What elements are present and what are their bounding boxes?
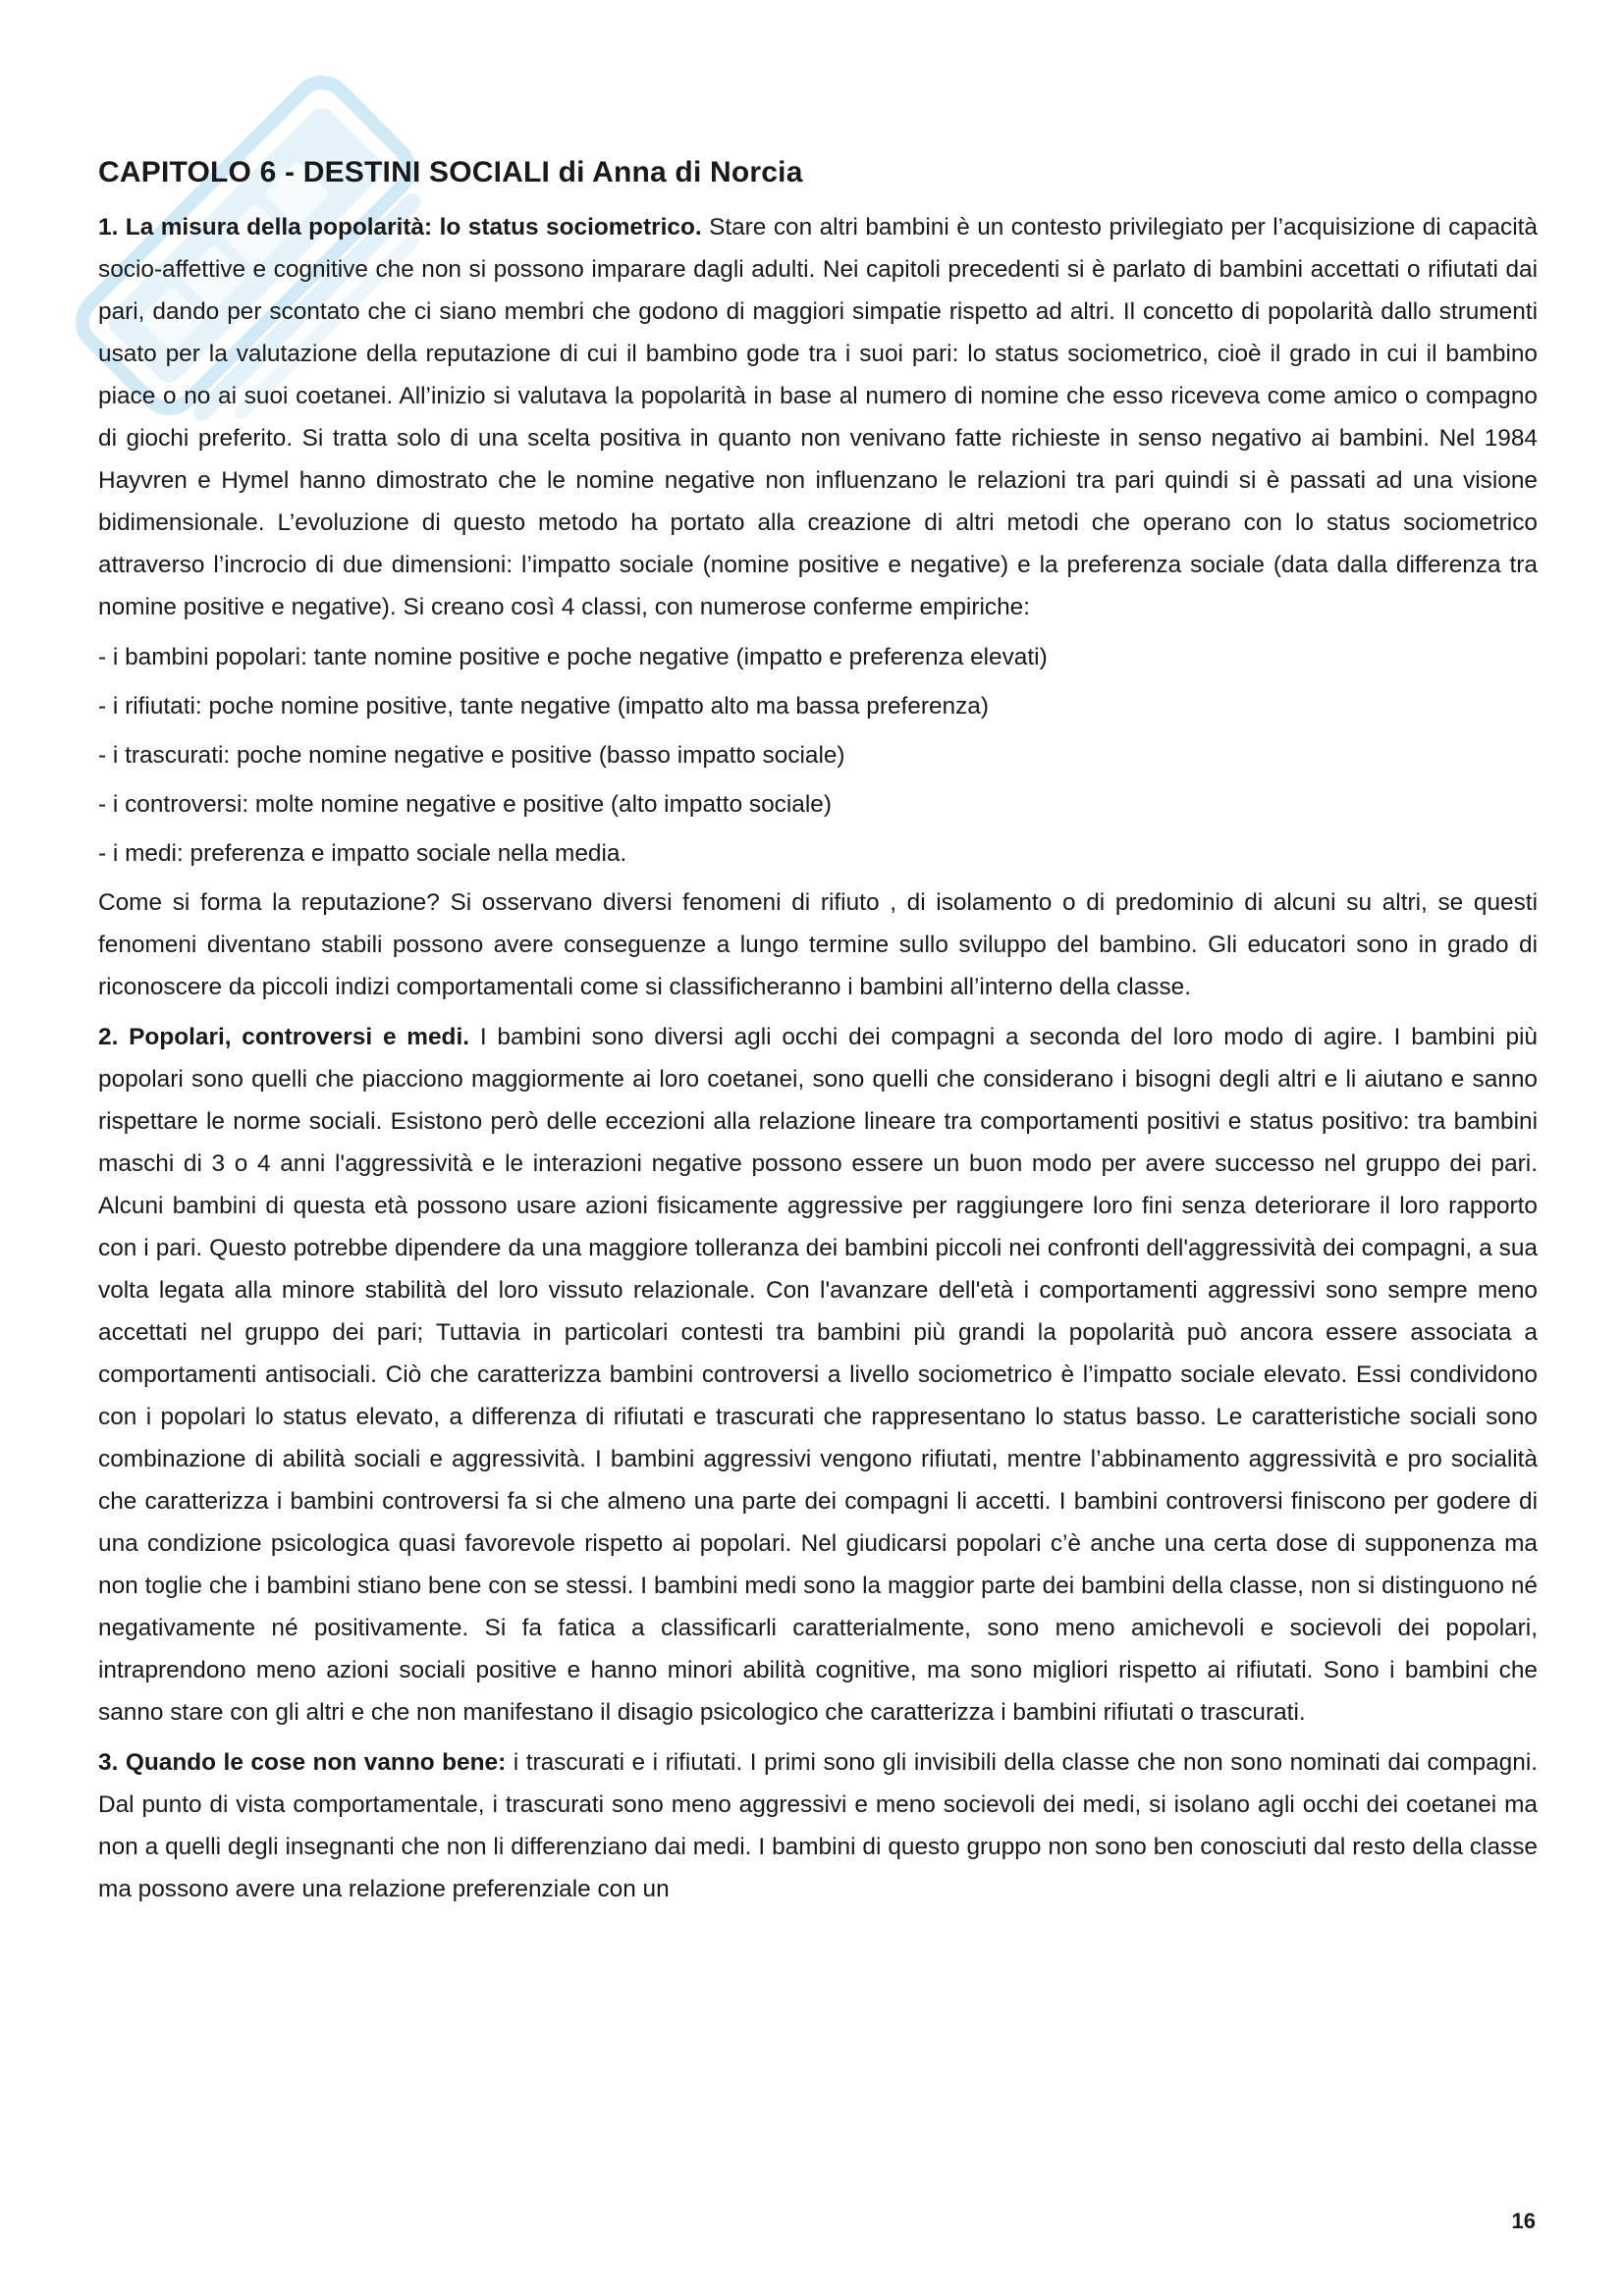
list-item: - i controversi: molte nomine negative e positive (alto impatto sociale) (98, 791, 832, 818)
section-3-paragraph (98, 1741, 1538, 1910)
chapter-title: CAPITOLO 6 - DESTINI SOCIALI di Anna di Norcia (98, 156, 803, 188)
section-1-heading: 1. La misura della popolarità: lo status sociometrico. (98, 214, 702, 240)
page-number: 16 (1511, 2209, 1536, 2233)
reputation-paragraph: Come si forma la reputazione? Si osservano diversi fenomeni di rifiuto , di isolamento o di predominio di alcuni su altri, se questi fenomeni diventano stabili possono avere conseguenze a lungo termine sullo sviluppo del bambino. Gli educatori sono in grado di riconoscere da piccoli indizi comportamentali come si classificheranno i bambini all’interno della classe. (98, 889, 1538, 1000)
section-3-heading: 3. Quando le cose non vanno bene: (98, 1749, 507, 1776)
section-2-heading: 2. Popolari, controversi e medi. (98, 1024, 470, 1050)
document-page (98, 145, 1538, 1918)
section-2-paragraph (98, 1016, 1538, 1734)
list-item: - i bambini popolari: tante nomine positive e poche negative (impatto e preferenza elevati) (98, 644, 1048, 670)
section-1-text: Stare con altri bambini è un contesto privilegiato per l’acquisizione di capacità socio-affettive e cognitive che non si possono imparare dagli adulti. Nei capitoli precedenti si è parlato di bambini accettati o rifiutati dai pari, dando per scontato che ci siano membri che godono di maggiori simpatie rispetto ad altri. Il concetto di popolarità dallo strumenti usato per la valutazione della reputazione di cui il bambino gode tra i suoi pari: lo status sociometrico, cioè il grado in cui il bambino piace o no ai suoi coetanei. All’inizio si valutava la popolarità in base al numero di nomine che esso riceveva come amico o compagno di giochi preferito. Si tratta solo di una scelta positiva in quanto non venivano fatte richieste in senso negativo ai bambini. Nel 1984 Hayvren e Hymel hanno dimostrato che le nomine negative non influenzano le relazioni tra pari quindi si è passati ad una visione bidimensionale. L’evoluzione di questo metodo ha portato alla creazione di altri metodi che operano con lo status sociometrico attraverso l’incrocio di due dimensioni: l’impatto sociale (nomine positive e negative) e la preferenza sociale (data dalla differenza tra nomine positive e negative). Si creano così 4 classi, con numerose conferme empiriche: (98, 214, 1538, 620)
section-3-text: i trascurati e i rifiutati. I primi sono gli invisibili della classe che non sono nominati dai compagni. Dal punto di vista comportamentale, i trascurati sono meno aggressivi e meno socievoli dei medi, si isolano agli occhi dei coetanei ma non a quelli degli insegnanti che non li differenziano dai medi. I bambini di questo gruppo non sono ben conosciuti dal resto della classe ma possono avere una relazione preferenziale con un (98, 1749, 1539, 1902)
section-1-paragraph (98, 206, 1538, 628)
list-item: - i rifiutati: poche nomine positive, tante negative (impatto alto ma bassa preferenza) (98, 693, 989, 720)
section-2-text: I bambini sono diversi agli occhi dei compagni a seconda del loro modo di agire. I bambini più popolari sono quelli che piacciono maggiormente ai loro coetanei, sono quelli che considerano i bisogni degli altri e li aiutano e sanno rispettare le norme sociali. Esistono però delle eccezioni alla relazione lineare tra comportamenti positivi e status positivo: tra bambini maschi di 3 o 4 anni l'aggressività e le interazioni negative possono essere un buon modo per avere successo nel gruppo dei pari. Alcuni bambini di questa età possono usare azioni fisicamente aggressive per raggiungere loro fini senza deteriorare il loro rapporto con i pari. Questo potrebbe dipendere da una maggiore tolleranza dei bambini piccoli nei confronti dell'aggressività dei compagni, a sua volta legata alla minore stabilità del loro vissuto relazionale. Con l'avanzare dell'età i comportamenti aggressivi sono sempre meno accettati nel gruppo dei pari; Tuttavia in particolari contesti tra bambini più grandi la popolarità può ancora essere associata a comportamenti antisociali. Ciò che caratterizza bambini controversi a livello sociometrico è l’impatto sociale elevato. Essi condividono con i popolari lo status elevato, a differenza di rifiutati e trascurati che rappresentano lo status basso. Le caratteristiche sociali sono combinazione di abilità sociali e aggressività. I bambini aggressivi vengono rifiutati, mentre l’abbinamento aggressività e pro socialità che caratterizza i bambini controversi fa si che almeno una parte dei compagni li accetti. I bambini controversi finiscono per godere di una condizione psicologica quasi favorevole rispetto ai popolari. Nel giudicarsi popolari c’è anche una certa dose di supponenza ma non toglie che i bambini stiano bene con se stessi. I bambini medi sono la maggior parte dei bambini della classe, non si distinguono né negativamente né positivamente. Si fa fatica a classificarli caratterialmente, sono meno amichevoli e socievoli dei popolari, intraprendono meno azioni sociali positive e hanno minori abilità cognitive, ma sono migliori rispetto ai rifiutati. Sono i bambini che sanno stare con gli altri e che non manifestano il disagio psicologico che caratterizza i bambini rifiutati o trascurati. (98, 1024, 1538, 1726)
list-item: - i medi: preferenza e impatto sociale nella media. (98, 840, 627, 867)
list-item: - i trascurati: poche nomine negative e positive (basso impatto sociale) (98, 742, 845, 769)
